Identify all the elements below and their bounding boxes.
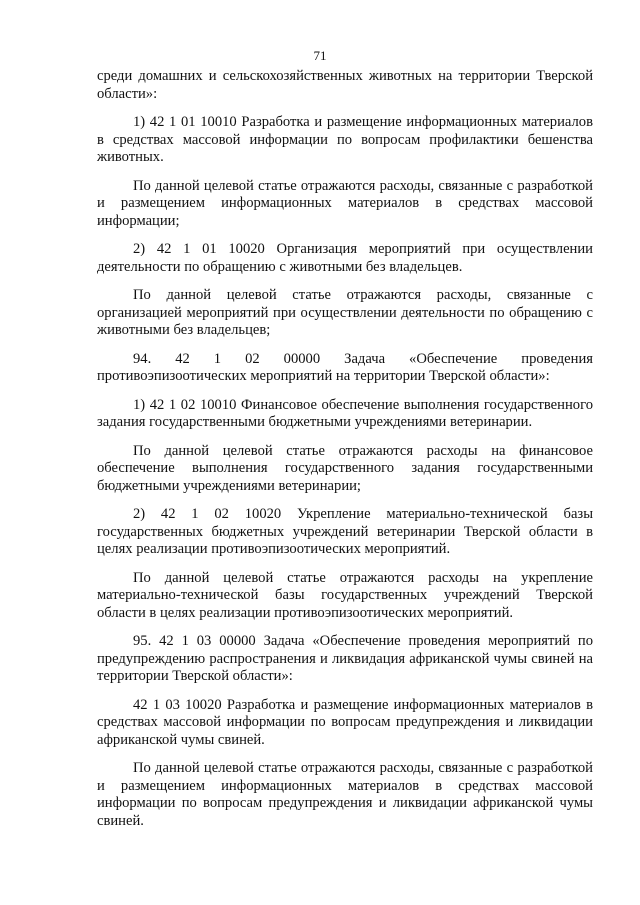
paragraph-article-description: По данной целевой статье отражаются расходы, связанные с разработкой и размещением информационных материалов в средствах массовой информации; xyxy=(97,177,593,229)
document-body xyxy=(97,68,593,841)
paragraph-article-description: По данной целевой статье отражаются расходы, связанные с разработкой и размещением информационных материалов в средствах массовой информации по вопросам предупреждения и ликвидации африканской чумы свиней. xyxy=(97,760,593,829)
paragraph-article-42-1-01-10020: 2) 42 1 01 10020 Организация мероприятий при осуществлении деятельности по обращению с животными без владельцев. xyxy=(97,241,593,275)
paragraph-task-95: 95. 42 1 03 00000 Задача «Обеспечение проведения мероприятий по предупреждению распространения и ликвидация африканской чумы свиней на территории Тверской области»: xyxy=(97,633,593,684)
paragraph-article-42-1-03-10020: 42 1 03 10020 Разработка и размещение информационных материалов в средствах массовой информации по вопросам предупреждения и ликвидации африканской чумы свиней. xyxy=(97,696,593,748)
page-number: 71 xyxy=(313,48,327,63)
paragraph-article-description: По данной целевой статье отражаются расходы на укрепление материально-технической базы государственных учреждений Тверской области в целях реализации противоэпизоотических мероприятий. xyxy=(97,569,593,621)
paragraph-article-description: По данной целевой статье отражаются расходы, связанные с организацией мероприятий при осуществлении деятельности по обращению с животными без владельцев; xyxy=(97,287,593,338)
paragraph-article-42-1-01-10010: 1) 42 1 01 10010 Разработка и размещение информационных материалов в средствах массовой информации по вопросам профилактики бешенства животных. xyxy=(97,114,593,165)
paragraph-article-description: По данной целевой статье отражаются расходы на финансовое обеспечение выполнения государственного задания государственными бюджетными учреждениями ветеринарии; xyxy=(97,442,593,494)
paragraph-task-94: 94. 42 1 02 00000 Задача «Обеспечение проведения противоэпизоотических мероприятий на территории Тверской области»: xyxy=(97,350,593,384)
paragraph-article-42-1-02-10020: 2) 42 1 02 10020 Укрепление материально-технической базы государственных бюджетных учреждений ветеринарии Тверской области в целях реализации противоэпизоотических мероприятий. xyxy=(97,506,593,557)
paragraph-continuation: среди домашних и сельскохозяйственных животных на территории Тверской области»: xyxy=(97,68,593,102)
paragraph-article-42-1-02-10010: 1) 42 1 02 10010 Финансовое обеспечение выполнения государственного задания государственными бюджетными учреждениями ветеринарии. xyxy=(97,396,593,430)
